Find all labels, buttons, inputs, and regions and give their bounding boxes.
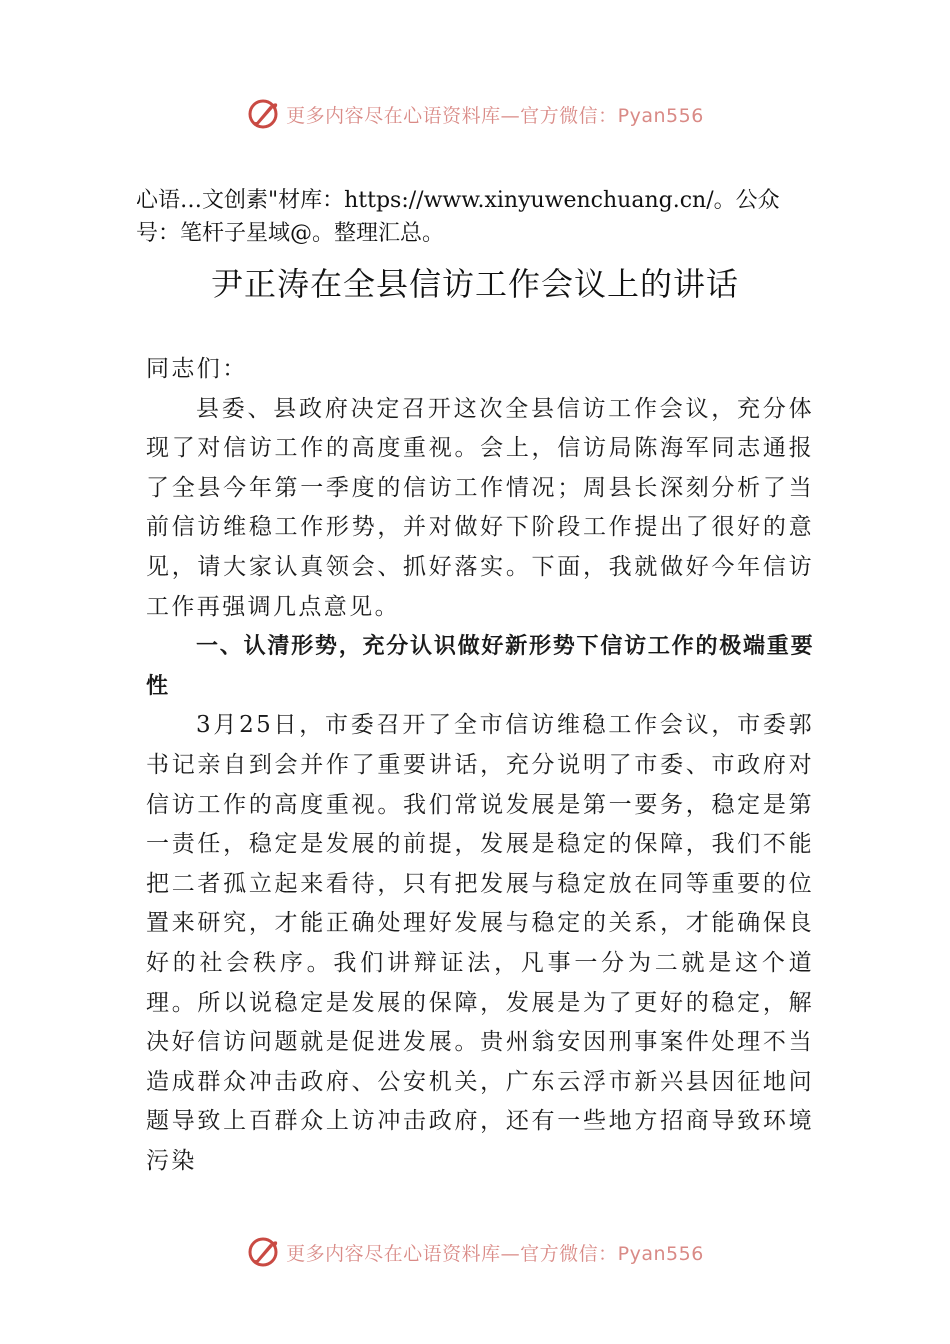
banner-text-cn: 更多内容尽在心语资料库—官方微信：	[286, 1242, 618, 1265]
banner-wechat-id: Pyan556	[617, 104, 704, 127]
greeting: 同志们：	[146, 356, 248, 382]
banner-text	[286, 101, 704, 128]
banner-wechat-id: Pyan556	[617, 1242, 704, 1265]
quill-logo-icon	[246, 97, 280, 131]
footer-watermark-banner	[0, 1232, 950, 1272]
quill-logo-icon	[246, 1235, 280, 1269]
banner-text-cn: 更多内容尽在心语资料库—官方微信：	[286, 104, 618, 127]
section-heading-1: 一、认清形势，充分认识做好新形势下信访工作的极端重要性	[146, 634, 814, 699]
source-note: 心语…文创素"材库：https://www.xinyuwenchuang.cn/。公众号：笔杆子星域@。整理汇总。	[136, 188, 780, 246]
banner-text	[286, 1239, 704, 1266]
paragraph-2: 3月25日，市委召开了全市信访维稳工作会议，市委郭书记亲自到会并作了重要讲话，充分说明了市委、市政府对信访工作的高度重视。我们常说发展是第一要务，稳定是第一责任，稳定是发展的前提，发展是稳定的保障，我们不能把二者孤立起来看待，只有把发展与稳定放在同等重要的位置来研究，才能正确处理好发展与稳定的关系，才能确保良好的社会秩序。我们讲辩证法，凡事一分为二就是这个道理。所以说稳定是发展的保障，发展是为了更好的稳定，解决好信访问题就是促进发展。贵州翁安因刑事案件处理不当造成群众冲击政府、公安机关，广东云浮市新兴县因征地问题导致上百群众上访冲击政府，还有一些地方招商导致环境污染	[146, 712, 814, 1174]
header-watermark-banner	[0, 94, 950, 134]
document-body	[146, 350, 814, 1181]
paragraph-1: 县委、县政府决定召开这次全县信访工作会议，充分体现了对信访工作的高度重视。会上，信访局陈海军同志通报了全县今年第一季度的信访工作情况；周县长深刻分析了当前信访维稳工作形势，并对做好下阶段工作提出了很好的意见，请大家认真领会、抓好落实。下面，我就做好今年信访工作再强调几点意见。	[146, 395, 814, 620]
document-title: 尹正涛在全县信访工作会议上的讲话	[210, 265, 739, 303]
